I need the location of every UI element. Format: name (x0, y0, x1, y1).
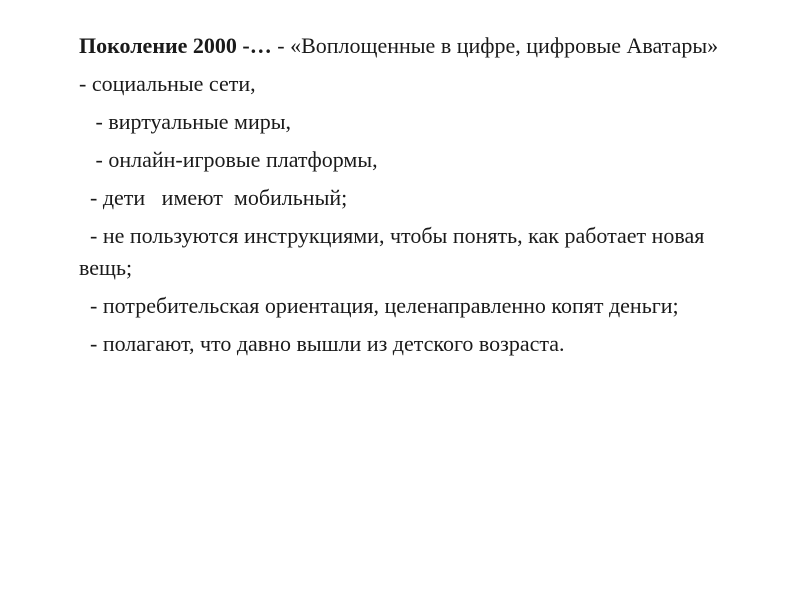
heading-rest-text: - «Воплощенные в цифре, цифровые Аватары» (271, 33, 719, 58)
list-item: - социальные сети, (79, 71, 256, 96)
list-item: - потребительская ориентация, целенаправленно копят деньги; (79, 293, 679, 318)
list-item: - не пользуются инструкциями, чтобы понять, как работает новая вещь; (79, 223, 710, 280)
slide-heading (79, 30, 759, 62)
slide-body (79, 30, 759, 366)
list-item: - дети имеют мобильный; (79, 185, 348, 210)
list-item: - виртуальные миры, (79, 109, 291, 134)
list-item: - онлайн-игровые платформы, (79, 147, 378, 172)
list-item: - полагают, что давно вышли из детского возраста. (79, 331, 565, 356)
heading-bold-text: Поколение 2000 -… (79, 33, 272, 58)
